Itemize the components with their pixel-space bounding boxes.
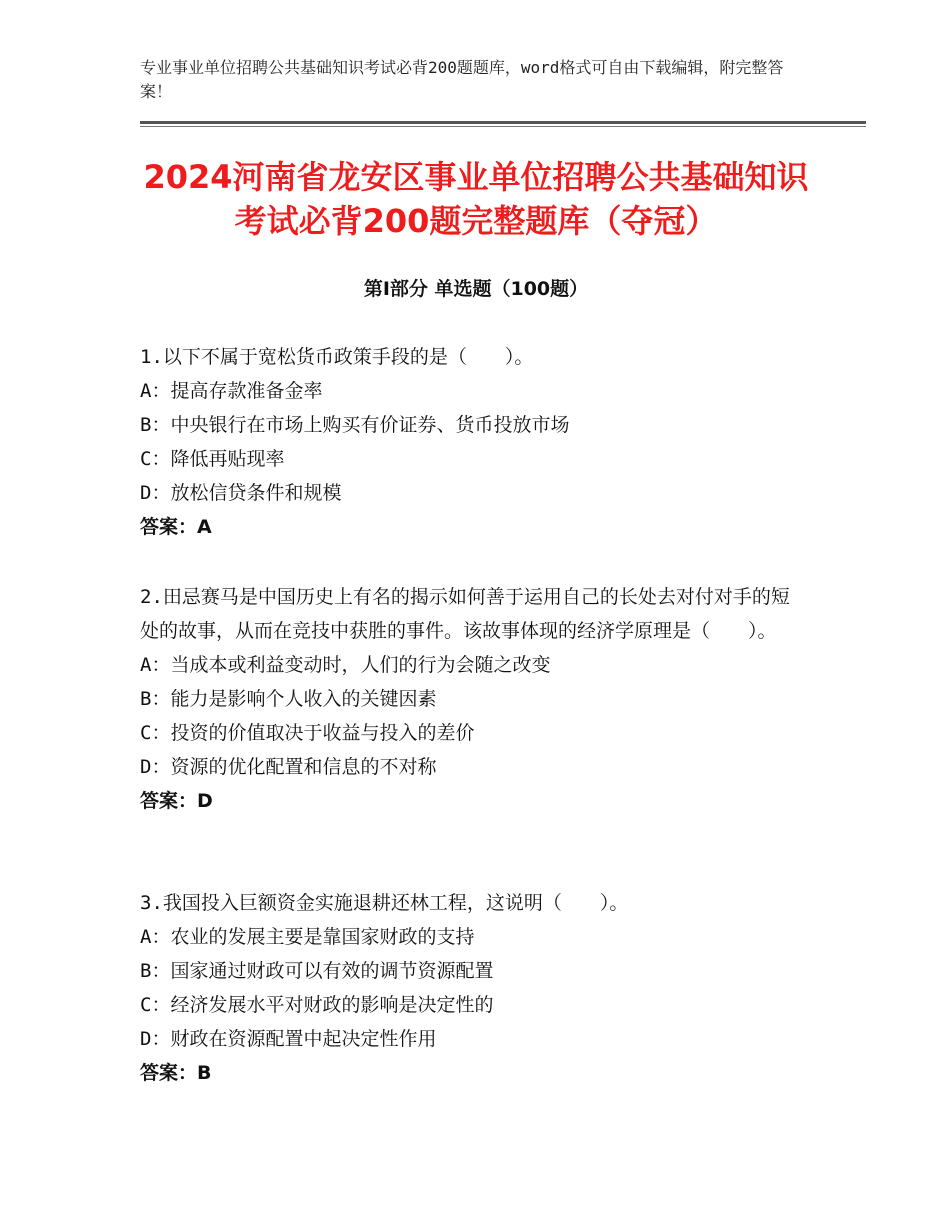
question-1 bbox=[140, 340, 800, 544]
option-a: A：提高存款准备金率 bbox=[140, 380, 323, 402]
document-title: 2024河南省龙安区事业单位招聘公共基础知识考试必背200题完整题库（夺冠） bbox=[143, 158, 809, 240]
option-a: A：农业的发展主要是靠国家财政的支持 bbox=[140, 926, 475, 948]
answer: 答案：D bbox=[140, 790, 213, 812]
option-d: D：放松信贷条件和规模 bbox=[140, 482, 342, 504]
option-b: B：国家通过财政可以有效的调节资源配置 bbox=[140, 960, 494, 982]
header-divider-thin bbox=[140, 126, 866, 127]
option-b: B：中央银行在市场上购买有价证券、货币投放市场 bbox=[140, 414, 570, 436]
option-c: C：经济发展水平对财政的影响是决定性的 bbox=[140, 994, 494, 1016]
answer: 答案：A bbox=[140, 516, 212, 538]
option-d: D：财政在资源配置中起决定性作用 bbox=[140, 1028, 437, 1050]
question-stem: 3.我国投入巨额资金实施退耕还林工程，这说明（ ）。 bbox=[140, 892, 629, 914]
option-c: C：降低再贴现率 bbox=[140, 448, 285, 470]
option-b: B：能力是影响个人收入的关键因素 bbox=[140, 688, 437, 710]
question-stem: 2.田忌赛马是中国历史上有名的揭示如何善于运用自己的长处去对付对手的短处的故事，从而在竞技中获胜的事件。该故事体现的经济学原理是（ ）。 bbox=[140, 586, 790, 642]
header-note: 专业事业单位招聘公共基础知识考试必背200题题库，word格式可自由下载编辑，附完整答案！ bbox=[140, 58, 784, 101]
section-heading: 第Ⅰ部分 单选题（100题） bbox=[363, 278, 589, 300]
question-3 bbox=[140, 886, 800, 1090]
option-c: C：投资的价值取决于收益与投入的差价 bbox=[140, 722, 475, 744]
answer: 答案：B bbox=[140, 1062, 212, 1084]
option-d: D：资源的优化配置和信息的不对称 bbox=[140, 756, 437, 778]
option-a: A：当成本或利益变动时，人们的行为会随之改变 bbox=[140, 654, 551, 676]
question-2 bbox=[140, 580, 800, 818]
header-divider-thick bbox=[140, 121, 866, 124]
question-stem: 1.以下不属于宽松货币政策手段的是（ ）。 bbox=[140, 346, 534, 368]
